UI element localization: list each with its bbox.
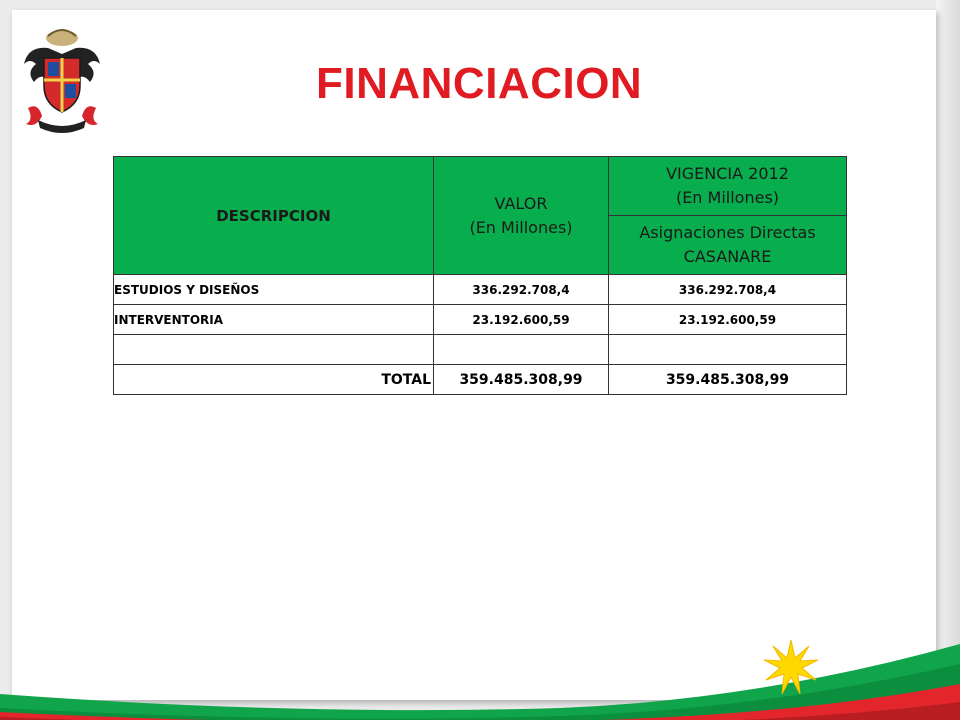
table-header-row bbox=[114, 157, 847, 216]
row-vigencia: 23.192.600,59 bbox=[609, 305, 847, 335]
header-valor-line1: VALOR bbox=[494, 193, 548, 213]
header-valor-line2: (En Millones) bbox=[469, 217, 573, 237]
header-asignaciones-line1: Asignaciones Directas bbox=[639, 223, 816, 242]
page-title: FINANCIACION bbox=[316, 59, 643, 108]
row-descripcion: INTERVENTORIA bbox=[114, 305, 434, 335]
table-row-empty bbox=[114, 335, 847, 365]
row-valor bbox=[434, 335, 609, 365]
table-total-row bbox=[114, 365, 847, 395]
row-valor: 336.292.708,4 bbox=[434, 275, 609, 305]
table-row bbox=[114, 275, 847, 305]
financing-table bbox=[113, 156, 847, 395]
coat-of-arms-icon bbox=[18, 24, 106, 136]
total-valor: 359.485.308,99 bbox=[434, 365, 609, 395]
header-vigencia bbox=[609, 157, 847, 216]
header-vigencia-line2: (En Millones) bbox=[675, 188, 780, 207]
total-vigencia: 359.485.308,99 bbox=[609, 365, 847, 395]
header-descripcion: DESCRIPCION bbox=[114, 157, 434, 275]
page-edge bbox=[936, 0, 960, 720]
header-valor bbox=[434, 157, 609, 275]
row-descripcion bbox=[114, 335, 434, 365]
table-row bbox=[114, 305, 847, 335]
header-vigencia-line1: VIGENCIA 2012 bbox=[666, 164, 789, 183]
total-label: TOTAL bbox=[114, 365, 434, 395]
yellow-star-icon bbox=[764, 640, 818, 694]
row-valor: 23.192.600,59 bbox=[434, 305, 609, 335]
header-asignaciones-line2: CASANARE bbox=[683, 247, 772, 266]
row-vigencia bbox=[609, 335, 847, 365]
row-vigencia: 336.292.708,4 bbox=[609, 275, 847, 305]
header-asignaciones bbox=[609, 216, 847, 275]
row-descripcion: ESTUDIOS Y DISEÑOS bbox=[114, 275, 434, 305]
